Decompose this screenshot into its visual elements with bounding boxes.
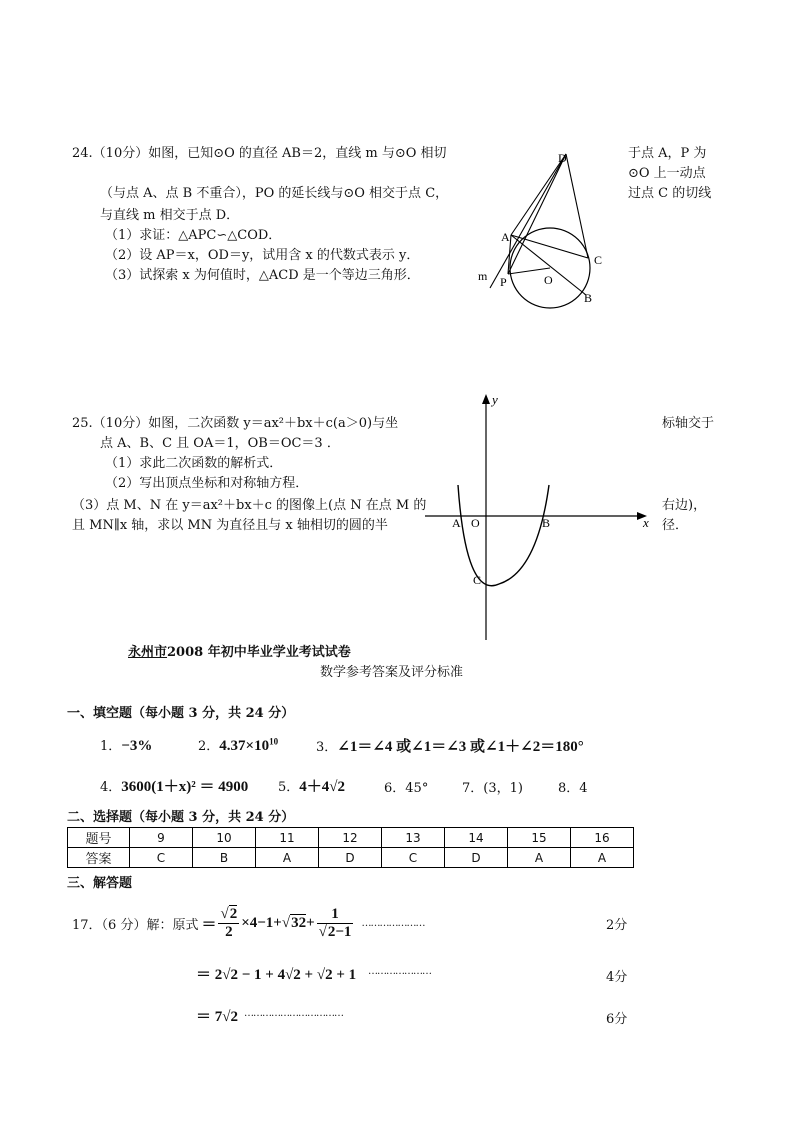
axis-x-label: x [643,515,649,530]
q17-step2: ＝ 2√2 − 1 + 4√2 + √2 + 1 [196,967,357,983]
q24-side1: 于点 A，P 为 [628,146,707,161]
q17-step2-dots: ………………… [368,966,431,977]
section1-title: 一、填空题（每小题 3 分，共 24 分） [67,706,295,721]
table-row-numbers: 题号 9 10 11 12 13 14 15 16 [68,828,634,848]
label-m: m [478,269,488,283]
choice-answer-table [67,827,634,868]
q25-line1: 25.（10分）如图，二次函数 y＝ax²＋bx＋c(a＞0)与坐 [72,416,399,431]
q24-line5: （2）设 AP＝x，OD＝y，试用含 x 的代数式表示 y． [105,248,420,263]
table-row-answers: 答案 C B A D C D A A [68,848,634,868]
label-a: A [501,230,510,244]
answer-subtitle: 数学参考答案及评分标准 [320,665,464,680]
q24-line3: 与直线 m 相交于点 D． [100,208,240,223]
q17-step1: 17．（6 分）解：原式 ＝ $\frac{√2}{2}$ ×4−1+√32+ $\frac{1}{√2-1}$ ………………… [72,905,425,940]
answer-3: 3．∠1＝∠4 或∠1＝∠3 或∠1＋∠2＝180° [316,739,584,755]
q17-step2-score: 4分 [606,970,628,985]
q25-line4: （2）写出顶点坐标和对称轴方程． [105,476,309,491]
answer-5: 5．4＋4√2 [278,779,346,795]
q17-step3-score: 6分 [606,1012,628,1027]
label-o: O [544,273,553,287]
section3-title: 三、解答题 [67,876,133,891]
answer-2: 2．$4.37\times 10^{10}$ [198,736,279,754]
q25-side2: 右边)， [662,498,707,513]
q24-side2: ⊙O 上一动点 [628,166,706,181]
point-o-label: O [471,516,480,530]
answer-title: 永州市2008 年初中毕业学业考试试卷 [128,645,351,660]
answer-6: 6．45° [384,781,429,796]
q25-line2: 点 A、B、C 且 OA＝1，OB＝OC＝3 ． [100,436,340,451]
label-d: D [558,151,567,165]
q24-figure [470,140,620,315]
q17-step3: ＝ 7√2 [196,1009,238,1025]
axis-y-label: y [492,392,498,407]
q25-side3: 径． [662,518,689,533]
answer-7: 7．(3，1) [462,781,523,796]
parabola [458,485,549,586]
q25-side1: 标轴交于 [662,416,715,431]
q25-figure [425,390,655,645]
q24-line4: （1）求证：△APC∽△COD． [105,228,282,243]
q24-side3: 过点 C 的切线 [628,186,712,201]
answer-4: 4．3600(1＋x)² ＝ 4900 [100,779,249,795]
q25-line5: （3）点 M、N 在 y＝ax²＋bx＋c 的图像上(点 N 在点 M 的 [72,498,427,513]
answer-1: 1．−3% [100,738,153,754]
q24-line1: 24.（10分）如图，已知⊙O 的直径 AB＝2，直线 m 与⊙O 相切 [72,146,447,161]
point-a-label: A [452,516,461,530]
q17-step1-score: 2分 [606,918,628,933]
q25-line3: （1）求此二次函数的解析式． [105,456,283,471]
point-c-label: C [473,573,482,587]
point-b-label: B [542,516,551,530]
label-c: C [594,253,603,267]
answer-8: 8．4 [558,781,588,796]
q25-line6: 且 MN∥x 轴，求以 MN 为直径且与 x 轴相切的圆的半 [72,518,388,533]
q24-line6: （3）试探索 x 为何值时，△ACD 是一个等边三角形． [105,268,420,283]
tangent-line-m [490,154,566,288]
q17-step3-dots: …………………………… [244,1008,343,1019]
label-b: B [584,291,593,305]
label-p: P [500,275,507,289]
q24-line2: （与点 A、点 B 不重合），PO 的延长线与⊙O 相交于点 C， [100,186,449,201]
section2-title: 二、选择题（每小题 3 分，共 24 分） [67,810,295,825]
